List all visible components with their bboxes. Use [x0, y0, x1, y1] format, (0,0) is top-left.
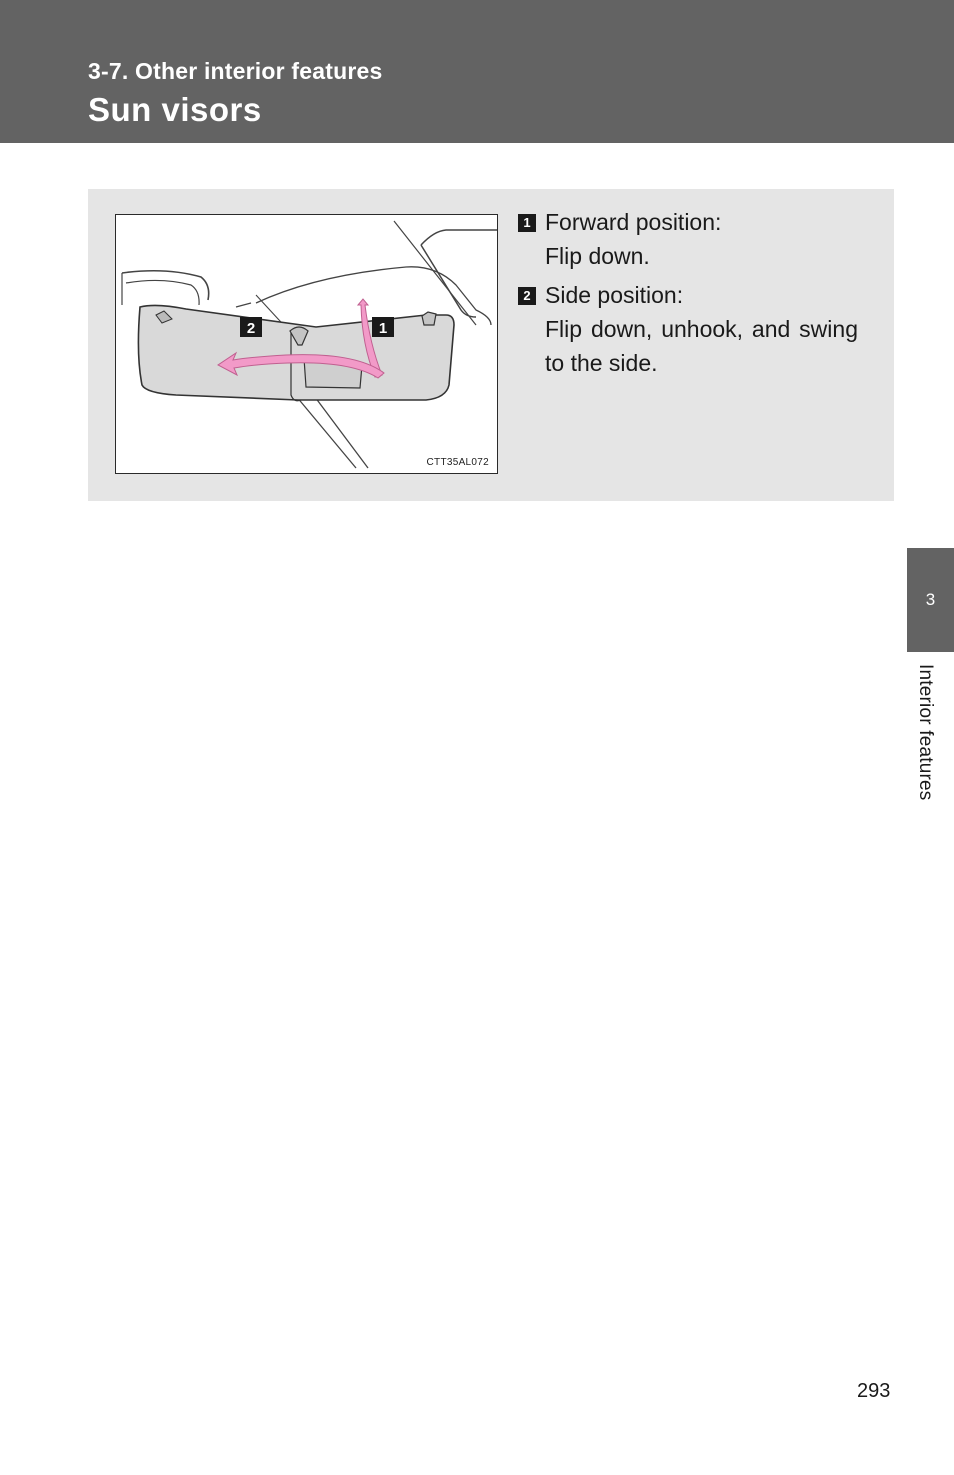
- chapter-tab: [907, 548, 954, 652]
- figure-badge-2: 2: [246, 320, 256, 337]
- chapter-label: Interior features: [915, 664, 936, 801]
- step-heading: Side position:: [545, 282, 684, 308]
- page-title: Sun visors: [88, 91, 262, 128]
- step-number-badge: 1: [518, 214, 536, 232]
- step-number-badge: 2: [518, 287, 536, 305]
- step-forward-position: [518, 205, 858, 273]
- instruction-panel: [88, 189, 894, 501]
- figure-code: CTT35AL072: [426, 457, 489, 468]
- sun-visor-illustration: [115, 214, 498, 474]
- step-list: [518, 205, 858, 385]
- figure-badge-1: 1: [378, 320, 388, 337]
- page-header: [0, 0, 954, 143]
- section-label: 3-7. Other interior features: [88, 58, 383, 84]
- step-heading: Forward position:: [545, 209, 722, 235]
- sun-visor-drawing: [116, 215, 497, 473]
- page-number: 293: [857, 1380, 891, 1402]
- step-body: Flip down, unhook, and swing to the side.: [545, 316, 858, 376]
- step-side-position: [518, 278, 858, 380]
- chapter-number: 3: [925, 590, 936, 609]
- step-body: Flip down.: [545, 243, 650, 269]
